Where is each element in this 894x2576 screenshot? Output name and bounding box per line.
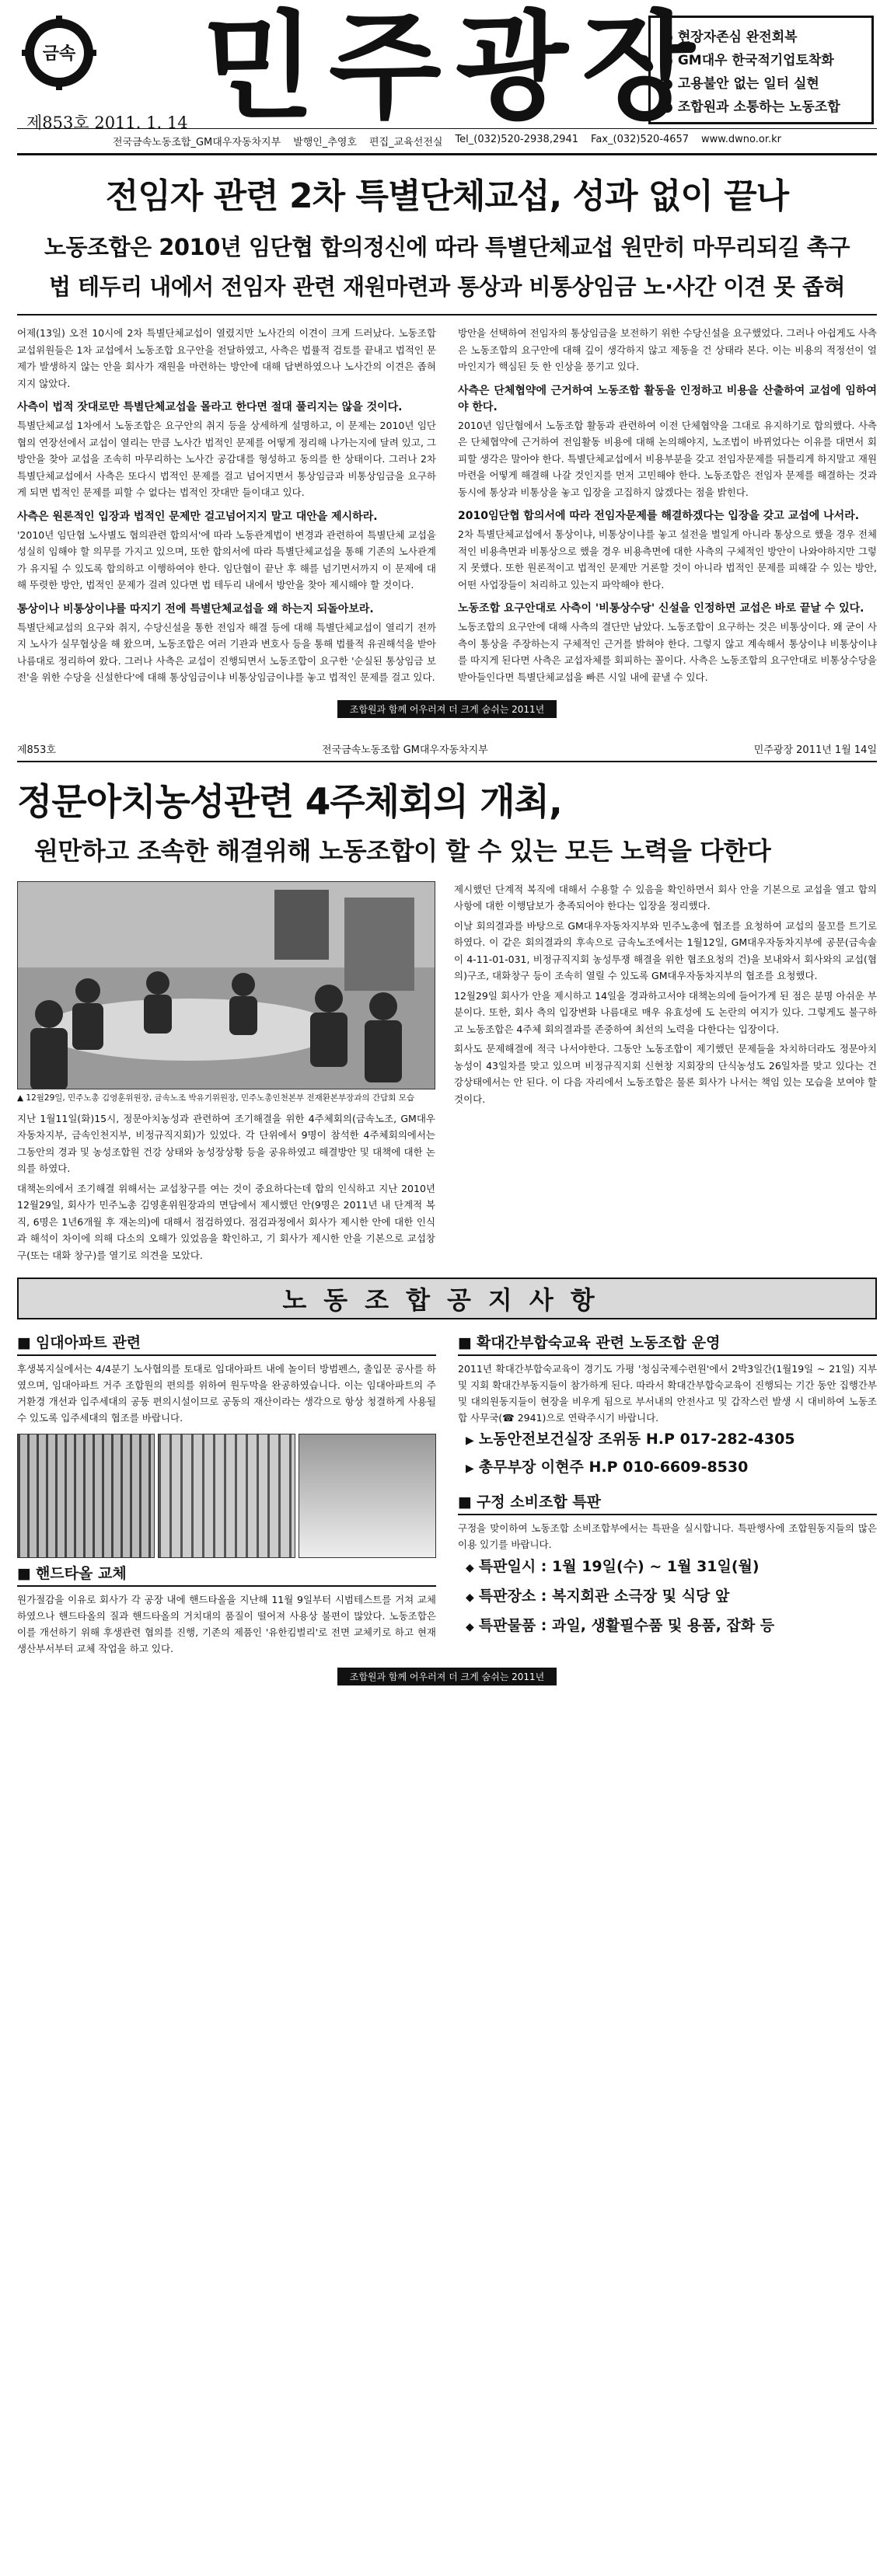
notice-column-left bbox=[17, 1330, 436, 1657]
paragraph: 2010년 임단협에서 노동조합 활동과 관련하여 이전 단체협약을 그대로 유지하기로 합의했다. 사측은 단체협약에 근거하여 전임활동 비용에 대해 논의해야지, 노조법이 바뀌었다는 이유를 대면서 회피할 생각은 말아야 한다. 특별단체교섭에서 비용부분을 갖고 전임자문제를 뒤틀리게 하지말고 재원마련을 어떻게 해결해 나갈 것인지를 먼저 고민해야 한다. 노동조합은 전임자 문제를 해결하는 것과 동시에 통상과 비통상을 놓고 입장을 고집하지 않겠다는 점을 밝힌다. bbox=[458, 419, 877, 498]
divider bbox=[17, 314, 877, 315]
article-left bbox=[17, 881, 435, 1267]
notice-section-title: 노동조합공지사항 bbox=[17, 1278, 877, 1319]
paragraph: 회사도 문제해결에 적극 나서야한다. 그동안 노동조합이 제기했던 문제들을 차치하더라도 정문아치농성이 43일차를 맞고 있으며 비정규직지회 신현창 지회장의 단식농성도 26일차를 맞고 있다는 건강상태에서는 안 된다. 이 다음 자리에서 노동조합은 물론 회사가 나서는 책임 있는 모습을 보여야 할 것이다. bbox=[454, 1043, 877, 1105]
lead-column-left bbox=[17, 325, 436, 689]
notice-body: 후생복지실에서는 4/4분기 노사협의를 토대로 임대아파트 내에 놀이터 방범펜스, 출입문 공사를 하였으며, 임대아파트 거주 조합원의 편의를 위하여 원두막을 완공하였습니다. 이는 임대아파트의 주거환경 개선과 입주세대의 공동 편의시설이므로 공동의 재산이라는 생각으로 항상 청결하게 사용될 수 있도록 입주세대의 협조를 바랍니다. bbox=[17, 1363, 436, 1424]
info-editor: 편집_교육선전실 bbox=[369, 137, 443, 148]
notice-title: ■ 구정 소비조합 특판 bbox=[458, 1494, 877, 1515]
info-union: 전국금속노동조합_GM대우자동차지부 bbox=[113, 137, 281, 148]
paragraph: 12월29일 회사가 안을 제시하고 14일을 경과하고서야 대책논의에 들어가게 된 점은 분명 아쉬운 부분이다. 또한, 회사 측의 입장변화 나름대로 매우 유효성에 도 논란의 여지가 있다. 그렇게도 불구하고 노동조합은 4주체 회의결과를 존중하여 최선의 노력을 다한다는 입장이다. bbox=[454, 989, 877, 1035]
section-heading: 노동조합 요구안대로 사측이 '비통상수당' 신설을 인정하면 교섭은 바로 끝날 수 있다. bbox=[458, 602, 864, 615]
paragraph: 방안을 선택하여 전임자의 통상임금을 보전하기 위한 수당신설을 요구했었다. 그러나 아쉽게도 사측은 노동조합의 요구안에 대해 깊이 생각하지 않고 제동을 건 상태라 본다. 이는 비용의 적정선이 얼마인지가 핵심된 듯 한 인상을 풍기고 있다. bbox=[458, 327, 877, 372]
section-heading: 사측은 원론적인 입장과 법적인 문제만 걸고넘어지지 말고 대안을 제시하라. bbox=[17, 510, 378, 523]
slogan-text: 조합원과 함께 어우러져 더 크게 숨쉬는 2011년 bbox=[337, 1668, 557, 1685]
lead-column-right bbox=[458, 325, 877, 689]
paragraph: 특별단체교섭의 요구와 취지, 수당신설을 통한 전임자 해결 등에 대해 특별단체교섭이 열리기 전까지 노사가 실무협상을 해 왔으며, 노동조합은 여러 기관과 변호사 등을 통해 법률적 유권해석을 받아 나름대로 정리하여 왔다. 그러나 사측은 교섭이 진행되면서 노동조합이 요구한 '순실된 통상임금 보전'을 위한 수당을 신설한다'에 대해 통상임금이냐 비통상임금이냐를 놓고 법적인 문제를 걸고 있다. bbox=[17, 621, 436, 683]
masthead bbox=[17, 0, 877, 155]
paragraph: '2010년 임단협 노사별도 협의관련 합의서'에 따라 노동관계법이 변경과 관련하여 특별단체 교섭을 성실히 임해야 할 의무를 가지고 있으며, 또한 합의서에 따라 특별단체교섭을 통해 기존의 노사관계가 유지될 수 있도록 합의하고 이행하여야 한다. 임단협이 끝난 후 해를 넘기면서까지 이 문제에 대해 뚜렷한 방안, 법적인 문제가 걸려 있다면 법 테두리 내에서 방안을 찾아 제시해야 할 것이다. bbox=[17, 528, 436, 591]
motto-item: ● 고용불안 없는 일터 실현 bbox=[662, 72, 861, 96]
runhead-union: 전국금속노동조합 GM대우자동차지부 bbox=[321, 744, 488, 756]
article-headline: 정문아치농성관련 4주체회의 개최, bbox=[17, 780, 562, 824]
section-heading: 사측이 법적 잣대로만 특별단체교섭을 몰라고 한다면 절대 풀리지는 않을 것이다. bbox=[17, 401, 403, 413]
paragraph: 대책논의에서 조기해결 위해서는 교섭창구를 여는 것이 중요하다는데 합의 인식하고 지난 2010년12월29일, 회사가 민주노총 김영훈위원장과의 면담에서 제시했던 안(9명은 2011년 내 단계적 복직, 6명은 1년6개월 후 재논의)에 대해서 점검하였다. 점검과정에서 회사가 제시한 안에 대한 인식과 해석이 차이에 의해 다소의 오해가 있었음을 확인하고, 기 회사가 제시한 안을 기본으로 교섭창구(또는 대화 창구)를 열기로 의견을 모았다. bbox=[17, 1182, 435, 1261]
motto-item: ● 현장자존심 완전회복 bbox=[662, 26, 861, 49]
notice-body: 원가절감을 이유로 회사가 각 공장 내에 핸드타올을 지난해 11월 9일부터 시범테스트를 거쳐 교체하였으나 핸드타올의 질과 핸드타올의 거치대의 품질이 떨어져 사용상 불편이 많았다. 노동조합은 이를 개선하기 위해 후생관련 협의를 진행, 기존의 제품인 '유한킴벌리'로 전면 교체키로 하고 현재 생산부서부터 교체 작업을 하고 있다. bbox=[17, 1594, 436, 1654]
issue-number: 제853호 2011. 1. 14 bbox=[26, 113, 188, 132]
article-subheadline: 원만하고 조속한 해결위해 노동조합이 할 수 있는 모든 노력을 다한다 bbox=[34, 835, 771, 866]
paragraph: 노동조합의 요구안에 대해 사측의 결단만 남았다. 노동조합이 요구하는 것은 비통상이다. 왜 굳이 사측이 통상을 주장하는지 구체적인 근거를 밝혀야 한다. 그렇지 않고 계속해서 통상이냐 비통상이냐를 따지게 된다면 사측은 교섭자체를 회피하는 꼴이다. 사측은 노동조합의 요구안대로 비통상수당을 받아들인다면 특별단체교섭을 빠른 시일 내에 끝낼 수 있다. bbox=[458, 621, 877, 683]
union-logo-icon bbox=[22, 16, 100, 90]
info-url[interactable]: www.dwno.or.kr bbox=[701, 134, 781, 145]
apartment-photo-icon bbox=[17, 1434, 155, 1558]
notice-body: 구정을 맞이하여 노동조합 소비조합부에서는 특판을 실시합니다. 특판행사에 조합원동지들의 많은 이용 있기를 바랍니다. bbox=[458, 1522, 877, 1550]
article-body bbox=[17, 881, 877, 1267]
apartment-photos bbox=[17, 1434, 436, 1558]
logo-text: 금속 bbox=[42, 44, 76, 64]
article-column-right bbox=[454, 881, 877, 1267]
slogan-text: 조합원과 함께 어우러져 더 크게 숨쉬는 2011년 bbox=[337, 700, 557, 718]
meeting-photo bbox=[17, 881, 435, 1089]
lead-headline: 전임자 관련 2차 특별단체교섭, 성과 없이 끝나 bbox=[105, 176, 789, 216]
runhead-date: 민주광장 2011년 1월 14일 bbox=[753, 744, 877, 756]
paragraph: 어제(13일) 오전 10시에 2차 특별단체교섭이 열렸지만 노사간의 이견이 크게 드러났다. 노동조합 교섭위원들은 1차 교섭에서 노동조합 요구안을 전달하였고, 사측은 법률적 검토를 끝내고 법적인 문제가 발생하지 않는 안을 회사가 재원을 마련하는 방안에 대해 답변하였으나 노사간의 이견은 좁혀지지 않았다. bbox=[17, 327, 436, 389]
section-heading: 2010임단협 합의서에 따라 전임자문제를 해결하겠다는 입장을 갖고 교섭에 나서라. bbox=[458, 510, 860, 522]
paragraph: 특별단체교섭 1차에서 노동조합은 요구안의 취지 등을 상세하게 설명하고, 이 문제는 2010년 임단협의 연장선에서 교섭이 열리는 만큼 노사간 법적인 문제를 어떻게 정리해 나가는지에 달려 있고, 그 방안을 찾아 교섭을 조속히 마무리하는 노사간 공감대를 형성하고 동의를 한 상태이다. 그러나 2차 특별단체교섭에서 사측은 또다시 법적인 문제를 걸고 넘어지면서 통상임금과 비통상임금을 요구하게 되면 법적인 문제를 피할 수 없다는 법적인 잣대만 들이대고 있다. bbox=[17, 420, 436, 498]
lead-subheadline-2: 법 테두리 내에서 전임자 관련 재원마련과 통상과 비통상임금 노·사간 이견 못 좁혀 bbox=[48, 274, 846, 300]
contact-line: ▶ 총무부장 이현주 H.P 010-6609-8530 bbox=[466, 1454, 877, 1482]
runhead-issue: 제853호 bbox=[17, 744, 56, 756]
running-header bbox=[17, 729, 877, 762]
meeting-photo-icon bbox=[18, 882, 435, 1089]
slogan-banner bbox=[17, 700, 877, 718]
info-fax: Fax_(032)520-4657 bbox=[591, 134, 690, 145]
notice-title: ■ 임대아파트 관련 bbox=[17, 1335, 436, 1356]
lead-subheadline-1: 노동조합은 2010년 임단협 합의정신에 따라 특별단체교섭 원만히 마무리되길 촉구 bbox=[44, 234, 850, 260]
notice-title: ■ 확대간부합숙교육 관련 노동조합 운영 bbox=[458, 1335, 877, 1356]
article-column-left bbox=[17, 1110, 435, 1264]
newspaper-title: 민주광장 bbox=[202, 0, 709, 135]
section-heading: 통상이나 비통상이냐를 따지기 전에 특별단체교섭을 왜 하는지 되돌아보라. bbox=[17, 602, 374, 615]
notice-title: ■ 핸드타올 교체 bbox=[17, 1566, 436, 1587]
publisher-info bbox=[17, 128, 877, 148]
contact-line: ▶ 노동안전보건실장 조위동 H.P 017-282-4305 bbox=[466, 1426, 877, 1454]
notice-section bbox=[17, 1330, 877, 1657]
sale-item: ◆ 특판장소 : 복지회관 소극장 및 식당 앞 bbox=[466, 1582, 877, 1612]
paragraph: 이날 회의결과를 바탕으로 GM대우자동차지부와 민주노총에 협조를 요청하여 교섭의 물꼬를 트기로 하였다. 이 같은 회의결과의 후속으로 금속노조에서는 1월12일, GM대우자동차지부에 공문(금속솔이 4-11-01-031, 비정규직지회 농성투쟁 해결을 위한 협조요청의 건)을 보내와서 회사와의 교섭(협의)구조, 대화창구 등이 조속히 열릴 수 있도록 GM대우자동차지부의 협조를 요청했다. bbox=[454, 919, 877, 981]
motto-box bbox=[648, 16, 874, 124]
info-publisher: 발행인_추영호 bbox=[293, 137, 358, 148]
notice-column-right bbox=[458, 1330, 877, 1657]
lead-body bbox=[17, 325, 877, 689]
info-tel: Tel_(032)520-2938,2941 bbox=[455, 134, 579, 145]
motto-item: ● 조합원과 소통하는 노동조합 bbox=[662, 96, 861, 119]
motto-item: ● GM대우 한국적기업토착화 bbox=[662, 49, 861, 72]
apartment-photo-icon bbox=[299, 1434, 436, 1558]
paragraph: 2차 특별단체교섭에서 통상이냐, 비통상이냐를 놓고 설전을 벌일게 아니라 통상으로 했을 경우 전체적인 비용측면과 비통상으로 했을 경우 비용측면에 대한 사측의 구체적인 방안이 나와야하지만 그렇지 못했다. 또한 원론적이고 법적인 문제만 거론할 것이 아니라 법적인 문제를 피해갈 수 있는 방안, 어떤 사업장들이 처리하고 있는지 파악해야 한다. bbox=[458, 528, 877, 591]
section-heading: 사측은 단체협약에 근거하여 노동조합 활동을 인정하고 비용을 산출하여 교섭에 임하여야 한다. bbox=[458, 384, 877, 413]
sale-item: ◆ 특판물품 : 과일, 생활필수품 및 용품, 잡화 등 bbox=[466, 1612, 877, 1641]
paragraph: 제시했던 단계적 복직에 대해서 수용할 수 있음을 확인하면서 회사 안을 기본으로 교섭을 열고 합의사항에 대한 이행담보가 충족되어야 한다는 입장을 정리했다. bbox=[454, 883, 877, 912]
sale-item: ◆ 특판일시 : 1월 19일(수) ~ 1월 31일(월) bbox=[466, 1553, 877, 1582]
paragraph: 지난 1월11일(화)15시, 정문아치농성과 관련하여 조기해결을 위한 4주체회의(금속노조, GM대우자동차지부, 금속인천지부, 비정규직지회)가 있었다. 각 단위에서 9명이 참석한 4주체회의에서는 그동안의 경과 및 농성조합원 건강 상태와 농성장상황 등을 공유하였고 해결방안 및 대책에 대한 논의를 하였다. bbox=[17, 1112, 435, 1174]
notice-body: 2011년 확대간부합숙교육이 경기도 가평 '청심국제수련원'에서 2박3일간(1월19일 ~ 21일) 지부 및 지회 확대간부동지들이 참가하게 된다. 따라서 확대간부합숙교육이 진행되는 기간 동안 집행간부 및 대의원동지들이 현장을 비우게 됨으로 부서내의 안전사고 및 갑작스런 발생 시 대비하여 노동조합 사무국(☎ 2941)으로 연락주시기 바랍니다. bbox=[458, 1363, 877, 1424]
photo-caption: ▲ 12월29일, 민주노총 김영훈위원장, 금속노조 박유기위원장, 민주노총인천본부 전재환본부장과의 간담회 모습 bbox=[17, 1093, 414, 1103]
apartment-photo-icon bbox=[158, 1434, 295, 1558]
slogan-banner bbox=[17, 1668, 877, 1685]
